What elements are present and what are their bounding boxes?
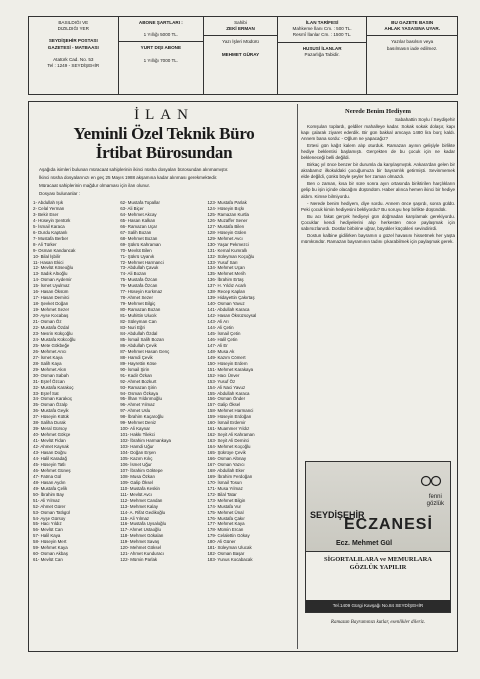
name-entry: 153- Yusuf Öz [207,378,236,384]
article-section [301,104,455,649]
name-entry: 50- İbrahim Bay [33,491,64,497]
name-entry: 173- Mehmet Bilgin [207,497,246,503]
name-entry: 140- Osman Yavuz [207,301,245,307]
name-entry: 40- Mehmet Gökçe [33,432,71,438]
name-entry: 100- Ali Kaynar [120,426,151,432]
name-entry: 31- Eşref Özcan [33,378,65,384]
name-entry: 147- Ali Er [207,342,228,348]
name-entry: 79- Mehmet Bilgiç [120,301,156,307]
name-entry: 114- A. Rifat Gedikoğlu [120,509,166,515]
ad-text: GÖZLÜK YAPILIR [349,564,407,571]
name-entry: 160- İsmail Erdemir [207,420,246,426]
article-paragraph: Ben o zaman, kısa bir süre sonra ayın ortasında biriktirilen harçlıkların gelip bu işin içinde olacağını düşündüm. Haber alınca hemen ikinci bir hediye aldım. Kimse bilmiyordu. [301,181,455,199]
article-title: Nerede Benim Hediyem [345,108,411,115]
name-entry: 176- Mustafa Çakır [207,515,245,521]
name-entry: 123- Mustafa Parlak [207,200,247,205]
name-entry: 69- Şükrü Kahraman [120,241,161,247]
masthead-text: Tel : 1249 - SEYDİŞEHİR [47,63,100,69]
article-paragraph: Ertesi gün kağıt kalem alıp oturduk. Ramazan ayının gelişiyle birlikte hediye beklentisi başlamıştı. Gerçekten de bu çocuk için ne kadar bekleneceği belli değildi. [301,143,455,161]
name-entry: 52- Ahmet Gürer [33,503,66,509]
name-entry: 34- Osman Karakoç [33,396,73,402]
name-entry: 138- Recep Kaplan [207,289,246,295]
masthead-text: MEHMET GÜRAY [221,51,260,57]
name-entry: 95- İlhan Yıldırımoğlu [120,396,162,402]
name-entry: 105- Kazım Kılıç [120,455,153,461]
name-entry: 120- Mehmet Göksel [120,545,161,551]
pharmacy-name: ECZANESİ [344,516,433,533]
announcement-section [33,104,295,649]
name-entry: 30- Osman Sabah [33,372,69,378]
name-entry: 149- Kazım Cömert [207,354,246,360]
pharmacy-address: Tel.1409 Gürgi Kavşağı No.84 SEYDİŞEHİR [306,600,450,612]
name-entry: 83- Nuri Eğri [120,325,145,331]
name-entry: 116- Mustafa Uysaloğlu [120,521,167,527]
name-entry: 127- Mustafa Bilen [207,223,245,229]
name-entry: 57- Halil Kaya [33,533,61,539]
name-entry: 59- Mehmet Kaya [33,545,68,551]
name-entry: 38- Saliha Durak [33,420,66,426]
masthead-text: 1 Yıllığı 7000 TL. [143,57,179,63]
name-entry: 44- Halil Karadağ [33,455,67,461]
name-entry: 145- İsmail Çetin [207,330,241,336]
announcement-paragraph: İkinci nüsha dosyalarınızı en geç 25 Mayıs 1988 akşamına kadar alınması gerekmektedir. [39,175,218,180]
name-entry: 19- Mehmet Sezer [33,307,70,313]
name-entry: 85- İsmail Salih Bozan [120,336,164,342]
name-entry: 58- Hüseyin Mert [33,539,67,545]
name-entry: 118- Mehmet Gökalan [120,533,164,539]
name-entry: 7- Mustafa Berber [33,235,69,241]
article-paragraph: Birkaç yıl önce benzer bir durumla da karşılaşmıştık. Ankara'dan gelen bir akrabamız ilkokuldaki çocuğumuza bir bayramlık getirmişti. Sevinmemek elde değildi, çünkü böyle şeyler her zaman olmazdı. [301,162,455,180]
name-entry: 80- Ramazan Bozan [120,307,161,313]
name-entry: 169- İbrahim Ferdoğan [207,473,253,479]
name-entry: 84- Abdullah Özdal [120,330,158,336]
name-entry: 172- Bilal Tatar [207,491,237,497]
name-entry: 60- Osman Akbaş [33,551,68,557]
announcement-label: İLAN [134,107,194,123]
name-entry: 163- Seyit Ali Demirci [207,438,250,444]
name-entry: 106- İsmet Uğur [120,461,152,467]
holiday-greeting: Ramazan Bayramınızı kutlar, esenlikler dileriz. [330,620,426,625]
name-entry: 54- Ayşe Gürsoy [33,515,66,521]
name-entry: 56- Mevlüt Can [33,527,63,533]
name-entry: 174- Mustafa Vur [207,503,241,509]
name-entry: 14- Osman Aydemir [33,277,72,283]
name-entry: 39- Meral Gürsoy [33,426,67,432]
name-entry: 134- Mehmet Uçan [207,265,245,271]
name-entry: 161- Muammer Yıldız [207,426,250,432]
names-list [33,200,295,563]
name-entry: 86- Abdullah Çevik [120,342,157,348]
name-entry: 81- Muhittin Ulucık [120,313,157,319]
name-entry: 132- Süleyman Koçoğlu [207,253,255,259]
name-entry: 155- Abdullah Karaca [207,390,250,396]
masthead-text: Sahibi [234,20,247,25]
eyeglasses-icon [420,472,442,488]
name-entry: 71- Şükrü Uyanık [120,253,155,259]
name-entry: 25- Mete Gökbeğe [33,342,70,348]
name-entry: 6- Durdu Kaptanlı [33,229,68,235]
announcement-headline: Yeminli Özel Teknik Büro [73,124,255,143]
ad-text: fenni [428,494,442,500]
name-entry: 2- Celal Yerman [33,205,65,211]
name-entry: 63- Ali Biçer [120,205,144,211]
name-entry: 12- Mevlüt Köseoğlu [33,265,74,271]
name-entry: 78- Ahmet Sezer [120,295,153,301]
name-entry: 157- Galip Öksel [207,402,241,408]
name-entry: 171- Musa Yılmaz [207,485,243,491]
name-entry: 66- Ramazan Uçar [120,223,158,229]
name-entry: 178- Mümin Ercan [207,527,244,533]
name-entry: 17- Hasan Demirci [33,295,70,301]
name-entry: 15- İsmet Uyulmaz [33,283,70,289]
masthead-printer [29,17,119,94]
masthead-text: Resmî İlanlar Cm. : 1500 TL. [292,32,352,38]
name-entry: 126- Muzaffer Sener [207,217,248,223]
name-entry: 156- Osman Önder [207,396,246,402]
name-entry: 49- Mustafa Çelik [33,485,68,491]
name-entry: 22- Mustafa Özdal [33,325,69,331]
names-column [207,200,294,563]
name-entry: 142- Hasan Öksüzsoysal [207,313,257,319]
name-entry: 164- Mehmet Koçoğlu [207,444,251,450]
announcement-intro [33,167,295,197]
pharmacy-ad [305,461,451,613]
article-paragraph: Bu acı fakat gerçek hediyeyi gün doğmadan karşılamak gerekiyordu. Çocuklar kendi hediyelerini alıp herkesten önce paylaşmak için sabırsızlanırdı. Dostlar birbirine uğrar, büyükler küçükleri sevindirirdi. [301,213,455,231]
name-entry: 4- Hüseyin Şentürk [33,217,71,223]
masthead-text: ZEKİ ERMAN [226,26,255,32]
name-entry: 41- Mevlüt Fidan [33,438,66,444]
name-entry: 76- Mustafa Özcan [120,283,158,289]
name-entry: 133- Yusuf Sarı [207,259,238,265]
name-entry: 67- Salih Bozan [120,229,152,235]
masthead-ad-rates [278,17,368,94]
announcement-subheadline: İrtibat Bürosundan [95,143,233,162]
name-entry: 112- Mehmet Candan [120,497,163,503]
announcement-paragraph: Müracaat sahiplerinin mağdur olmaması için ilan olunur. [39,183,151,188]
name-entry: 88- Hamdi Çevik [120,354,153,360]
name-entry: 36- Mustafa Geyik [33,408,69,414]
masthead-press-ethics [367,17,457,94]
name-entry: 137- H. Yıldız Acarlı [207,283,247,289]
name-entry: 177- Mehmet Kaya [207,521,245,527]
name-entry: 181- Süleyman Ulucak [207,545,252,551]
name-entry: 75- Mustafa Özcan [120,277,158,283]
name-entry: 42- Ahmet Kaynak [33,444,69,450]
masthead-text: 1 Yıllığı 5000 TL. [143,32,179,38]
name-entry: 166- Osman Altınay [207,455,247,461]
masthead-text: BASILDIĞI VE [58,20,89,25]
name-entry: 29- Mehmet Akın [33,366,67,372]
name-entry: 99- Mehmet Deniz [120,420,157,426]
name-entry: 146- Halil Çetin [207,336,238,342]
pharmacy-city: SEYDİŞEHİR [310,510,365,520]
masthead-text: YURT DIŞI ABONE [140,45,182,51]
name-entry: 141- Abdullah Karaca [207,307,250,313]
name-entry: 97- Ahmet Uslu [120,408,151,414]
name-entry: 115- Ali Yılmaz [120,515,150,521]
name-entry: 23- Nesrin Kükçoğlu [33,330,73,336]
name-entry: 70- Mevlüt Bilen [120,247,152,253]
name-entry: 1- Abdullah Işık [33,200,64,205]
masthead-text: ABONE ŞARTLARI : [138,20,183,25]
name-entry: 98- İbrahim Kaçaroğlu [120,414,164,420]
pharmacy-ad-banner [306,462,450,552]
name-entry: 47- Fatma Gül [33,473,62,479]
masthead-owner [204,17,278,94]
name-entry: 24- Mustafa Kükcoğlu [33,336,76,342]
masthead-text: AHLAK YASASINA UYAR. [384,26,440,32]
name-entry: 162- Seyit Ali Kahraman [207,432,255,438]
masthead-text: Yazı İşleri Müdürü [222,39,259,45]
article-body [301,124,455,245]
name-entry: 45- Hüseyin Tatlı [33,461,66,467]
name-entry: 16- Hasan Öksüm [33,289,69,295]
name-entry: 119- Mehmet Savaş [120,539,160,545]
name-entry: 90- İsmail Şirin [120,366,150,372]
name-entry: 154- Ali Naci Yavuz [207,384,246,390]
name-entry: 13- Sadık Altıoğlu [33,271,68,277]
ad-text: gözlük [426,501,444,507]
name-entry: 10- Bilal İşbilir [33,253,61,259]
name-entry: 128- Hüseyin Gülen [207,229,247,235]
name-entry: 151- Mehmet Karakaya [207,366,254,372]
name-entry: 124- Hüseyin Bıçkı [207,205,245,211]
name-entry: 28- Salih Kaya [33,360,62,366]
name-entry: 77- Hüseyin Korkmaz [120,289,163,295]
name-entry: 32- Mustafa Karakoç [33,384,74,390]
name-entry: 150- Hüseyin Erdem [207,360,248,366]
masthead-text: Mahkeme İlanı Cm. : 500 TL. [292,26,352,32]
name-entry: 8- Ali Türker [33,241,57,247]
article-paragraph: - Nerede benim hediyem, diye sordu. Annem önce şaşırdı, sonra güldü. Peki çocuk kimin hediyesini bekliyordu? Bu soruyu hep birlikte düşündük. [301,200,455,212]
name-entry: 143- Ali Arı [207,319,229,325]
masthead-text: Pazarlığa Tabidir. [304,51,340,57]
name-entry: 46- Mehmet Güneş [33,467,71,473]
name-entry: 89- Hayrettin Köse [120,360,157,366]
name-entry: 117- Ahmet Ustaoğlu [120,527,161,533]
name-entry: 11- Hasan Ekici [33,259,64,265]
masthead [28,16,458,95]
name-entry: 53- Osman Tatlıgül [33,509,70,515]
name-entry: 104- Doğan Erşen [120,450,156,456]
name-entry: 68- Mehmet Bozan [120,235,158,241]
article-paragraph: Dostun kalbine gidilirken bayramın o güzel havasını hissetmek her yaşta mümkündür. Ramazan bayramının tadını çıkarabilmek için paylaşmak gerek. [301,232,455,244]
name-entry: 94- Osman Özkaya [120,390,159,396]
masthead-text: DIZILDIĞI YER [57,26,89,32]
masthead-subscription [119,17,205,94]
name-entry: 111- Mevlüt Avcı [120,491,152,497]
masthead-text: İLAN TARİFESİ [305,20,339,25]
masthead-text: Atatürk Cad. No. 53 [53,56,94,62]
name-entry: 96- Ahmet Yılmaz [120,402,155,408]
pharmacist-name: Ecz. Mehmet Gül [336,540,393,547]
list-title: Dosyası bulunanlar : [39,191,81,196]
article-byline: Sabahattin Soylu / Seydişehir [394,117,455,122]
name-entry: 61- Mevlüt Can [33,557,63,563]
column-divider [297,104,298,649]
name-entry: 73- Abdullah Çavuk [120,265,159,271]
name-entry: 135- Mehmet Merih [207,271,246,277]
name-entry: 33- Eşref Sat [33,390,59,396]
fenni-gozluk-label [427,494,444,508]
name-entry: 43- Hasan Doğru [33,450,67,456]
masthead-text: GAZETESİ - MATBAASI [47,44,99,50]
name-entry: 5- İsmail Karaca [33,223,65,229]
name-entry: 72- Mehmet Harmanci [120,259,164,265]
masthead-text: basılmasın iade edilmez. [386,45,438,51]
name-entry: 170- İsmail Tosun [207,479,242,485]
name-entry: 121- Ahmet Kunduracı [120,551,164,557]
names-column [33,200,120,563]
name-entry: 64- Mehmet Akcay [120,211,157,217]
name-entry: 62- Mustafa Topallar [120,200,160,205]
name-entry: 82- Süleyman Can [120,319,157,325]
name-entry: 20- Ayse Kocabaş [33,313,69,319]
name-entry: 130- Yaşar Pekmezci [207,241,249,247]
name-entry: 113- Mehmet Kalay [120,503,158,509]
name-entry: 110- Mustafa Keskin [120,485,160,491]
name-entry: 139- Hidayettin Çakırtaş [207,295,255,301]
name-entry: 91- Kadir Özkan [120,372,152,378]
name-entry: 125- Ramazan Kurtla [207,211,249,217]
masthead-text: HUSUSİ İLANLAR [302,45,342,51]
names-column [120,200,207,563]
name-entry: 107- İbrahim Göktepe [120,467,163,473]
name-entry: 65- Hasan Kalkan [120,217,156,223]
name-entry: 92- Ahmet Bozkurt [120,378,157,384]
name-entry: 159- Hüseyin Erdoğan [207,414,252,420]
name-entry: 182- Osman Başar [207,551,245,557]
name-entry: 93- Ramazan Şirin [120,384,157,390]
announcement-paragraph: Aşağıda isimleri bulunan müracaat sahiplerinin ikinci nüsha dosyaları bürosundan alınmamıştır. [39,167,229,172]
masthead-text: SEYDİŞEHİR POSTASI [48,38,98,44]
name-entry: 37- Hüseyin Kütük [33,414,69,420]
name-entry: 35- Osman Özalp [33,402,68,408]
masthead-text: BU GAZETE BASIN [391,20,434,25]
pharmacy-services [306,552,450,576]
name-entry: 51- Ali Yılmaz [33,497,60,503]
name-entry: 74- Ali Bozan [120,271,147,277]
name-entry: 167- Osman Yazıcı [207,461,245,467]
name-entry: 55- Hacı Yıldız [33,521,62,527]
name-entry: 175- Mehmet Ünal [207,509,244,515]
name-entry: 180- Ali Güner [207,539,236,545]
name-entry: 168- Abdullah Eker [207,467,245,473]
name-entry: 122- Mümin Parlak [120,557,158,563]
name-entry: 9- Osman Kandancak [33,247,76,253]
name-entry: 144- Ali Çetin [207,325,234,331]
name-entry: 152- Hacı Ünver [207,372,240,378]
name-entry: 158- Mehmet Harmanci [207,408,254,414]
name-entry: 108- Musa Özkan [120,473,155,479]
name-entry: 26- Mehmet Arıcı [33,348,67,354]
name-entry: 21- Osman Öz [33,319,62,325]
name-entry: 87- Mehmet Hasan Genç [120,348,170,354]
name-entry: 3- Bekir Eser [33,211,59,217]
name-entry: 109- Galip Öksel [120,479,153,485]
name-entry: 27- İsmet Kaya [33,354,63,360]
masthead-text: Yazılar basılsın veya [391,39,434,45]
name-entry: 165- Şükrüye Çevik [207,450,246,456]
name-entry: 136- İbrahim Ertaş [207,277,244,283]
name-entry: 103- Hamdi Uğur [120,444,154,450]
name-entry: 18- Şevket Doğan [33,301,69,307]
name-entry: 102- İbrahim Harmankaya [120,438,171,444]
name-entry: 148- Musa Ak [207,348,235,354]
name-entry: 179- Celalettin Gökay [207,533,250,539]
article-paragraph: Komşuları toplardı, geldiler mahalleye kadar. Sokak sokak dolaşır, kapı kapı çalarak ziyaret ederdik. Bir gün bakkal amcaya 1480 lira borç kaldı. Annem bana sordu: - Oğlum ne yapacağız? [301,124,455,142]
name-entry: 183- Yunus Kocabacak [207,557,253,563]
name-entry: 131- Kemal Kumrallı [207,247,248,253]
ad-text: SİGORTALILARA ve MEMURLARA [324,556,432,563]
name-entry: 129- Mehmet Avcı [207,235,243,241]
name-entry: 101- Hakkı Tilekci [120,432,155,438]
name-entry: 48- Hasan Aydın [33,479,66,485]
